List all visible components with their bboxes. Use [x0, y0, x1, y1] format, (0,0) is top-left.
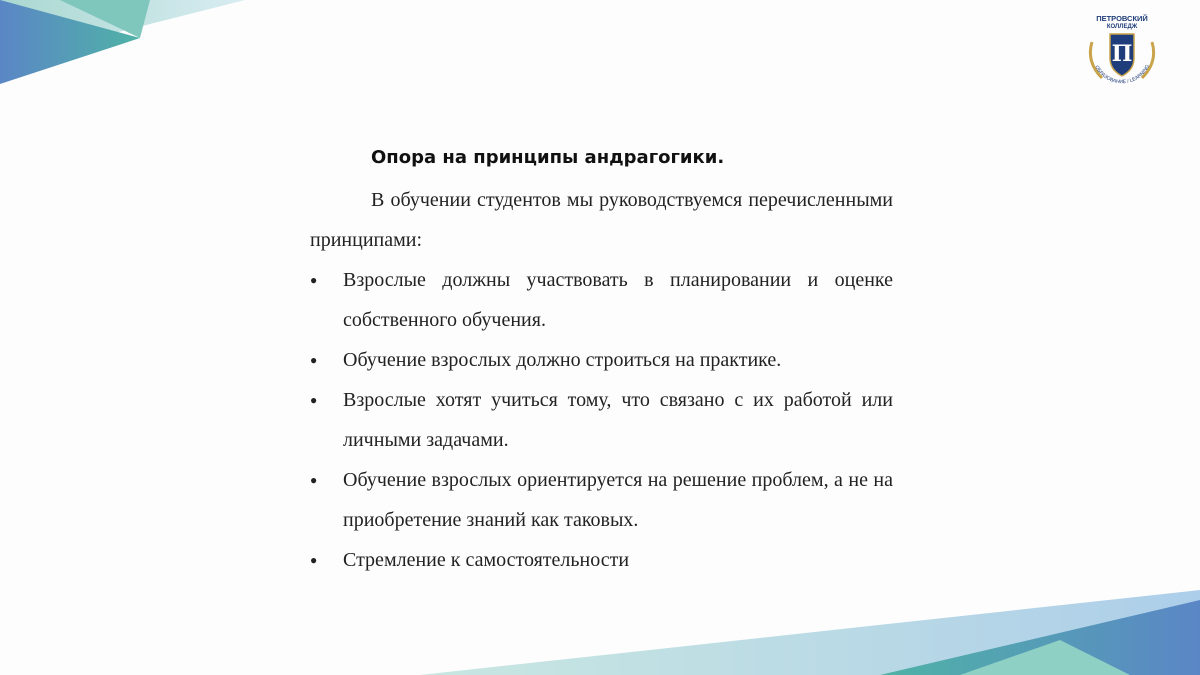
intro-paragraph: В обучении студентов мы руководствуемся перечисленными принципами: — [310, 189, 893, 251]
list-item — [310, 460, 893, 540]
list-item — [310, 540, 893, 580]
bullet-icon: ● — [310, 273, 318, 287]
college-logo — [1080, 12, 1164, 96]
logo-title-text: ПЕТРОВСКИЙ — [1096, 14, 1148, 23]
list-item-text: Обучение взрослых должно строиться на практике. — [343, 349, 782, 371]
list-item-text: Обучение взрослых ориентируется на решение проблем, а не на приобретение знаний как таковых. — [343, 469, 893, 531]
list-item — [310, 340, 893, 380]
slide-content — [310, 136, 893, 580]
list-item — [310, 380, 893, 460]
bullet-icon: ● — [310, 553, 318, 567]
logo-subtitle-text: КОЛЛЕДЖ — [1106, 24, 1138, 30]
list-item-text: Взрослые хотят учиться тому, что связано с их работой или личными задачами. — [343, 389, 893, 451]
bullet-icon: ● — [310, 473, 318, 487]
slide-heading: Опора на принципы андрагогики. — [371, 147, 725, 168]
logo-monogram: П — [1111, 41, 1133, 67]
list-item-text: Стремление к самостоятельности — [343, 549, 630, 571]
bullet-icon: ● — [310, 353, 318, 367]
principles-list — [310, 260, 893, 580]
list-item — [310, 260, 893, 340]
list-item-text: Взрослые должны участвовать в планировании и оценке собственного обучения. — [343, 269, 893, 331]
bullet-icon: ● — [310, 393, 318, 407]
logo-ring-text: ОБРАЗОВАНИЕ / LEARNING — [1093, 63, 1152, 86]
